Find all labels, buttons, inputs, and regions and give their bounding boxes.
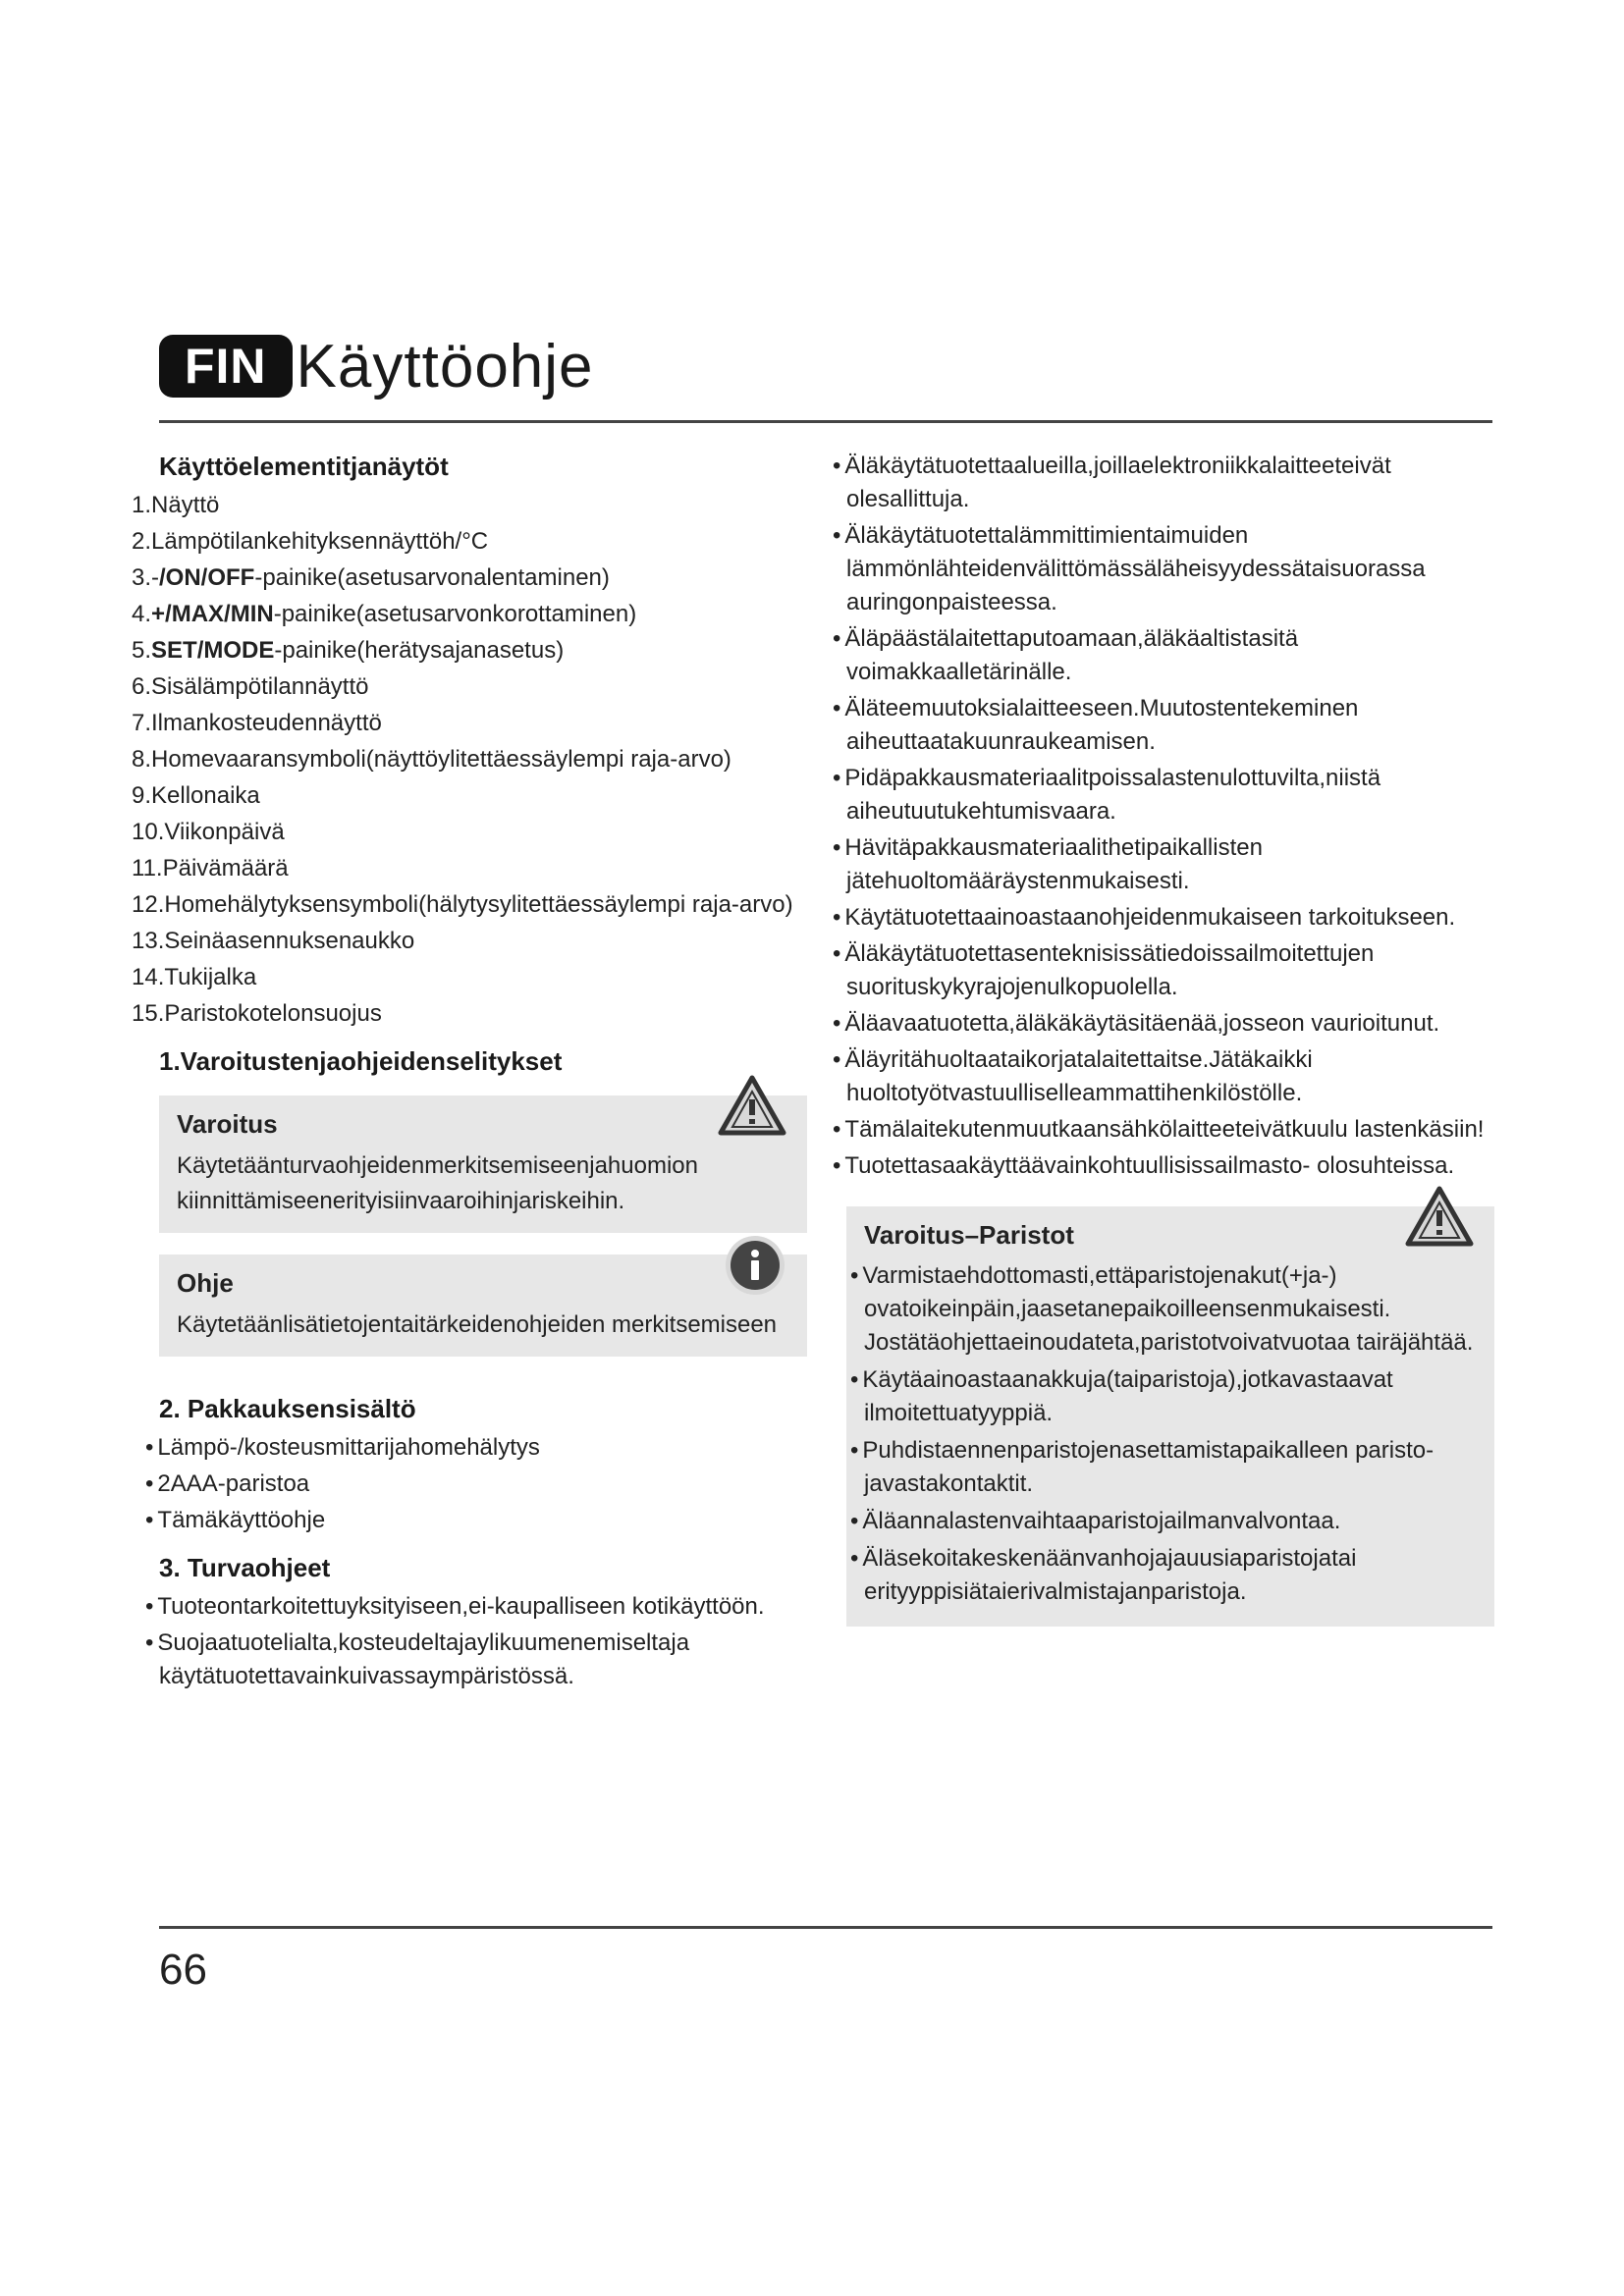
list-item: 15.Paristokotelonsuojus [132,1000,382,1027]
page-header [159,332,594,400]
hint-text: Käytetäänlisätietojentaitärkeidenohjeiden merkitsemiseen [177,1311,778,1338]
battery-warning-list [864,1259,1477,1609]
warning-triangle-icon [717,1074,787,1147]
language-badge: FIN [159,335,293,398]
list-item: • Varmistaehdottomasti,ettäparistojenakut(+ja-) ovatoikeinpäin,jaasetanepaikoilleensenmukaisesti. Jostätäohjettaeinoudateta,paristotvoivatvuotaa tairäjähtää. [864,1259,1477,1360]
package-list [159,1431,807,1537]
list-item: • Äläavaatuotetta,äläkäkäytäsitäenää,josseon vaurioitunut. [846,1007,1494,1041]
list-item: 14.Tukijalka [132,964,257,990]
list-item: • Lämpö-/kosteusmittarijahomehälytys [159,1431,807,1465]
warning-triangle-icon [1404,1185,1475,1257]
list-item: • Käytätuotettaainoastaanohjeidenmukaiseen tarkoitukseen. [846,901,1494,934]
warning-title: Varoitus [177,1109,278,1139]
list-item: • Äläkäytätuotettaalueilla,joillaelektroniikkalaitteeteivät olesallittuja. [846,450,1494,516]
list-item: • 2AAA-paristoa [159,1468,807,1501]
list-item: 11.Päivämäärä [132,855,289,881]
list-item: • Tämälaitekutenmuutkaansähkölaitteeteivätkuulu lastenkäsiin! [846,1113,1494,1147]
list-item: 3.-/ON/OFF-painike(asetusarvonalentaminen) [132,564,610,591]
list-item: • Äläteemuutoksialaitteeseen.Muutostentekeminen aiheuttaatakuunraukeamisen. [846,692,1494,759]
controls-list [132,489,807,1031]
top-divider [159,420,1492,423]
page-title: Käyttöohje [296,332,594,400]
safety-list-left [159,1590,807,1693]
bottom-divider [159,1926,1492,1929]
list-item: 4.+/MAX/MIN-painike(asetusarvonkorottaminen) [132,601,637,627]
battery-warning-title: Varoitus–Paristot [864,1220,1074,1250]
warning-box [159,1095,807,1233]
right-column [846,450,1494,1627]
page-number: 66 [159,1946,207,1994]
list-item: • Tuotettasaakäyttäävainkohtuullisissailmasto- olosuhteissa. [846,1149,1494,1183]
list-item: 1.Näyttö [132,492,220,518]
list-item: • Äläyritähuoltaataikorjatalaitettaitse.Jätäkaikki huoltotyötvastuulliselleammattihenkilöstölle. [846,1043,1494,1110]
left-column [132,450,807,1696]
list-item: • Äläpäästälaitettaputoamaan,äläkäaltistasitä voimakkaalletärinälle. [846,622,1494,689]
list-item: • Hävitäpakkausmateriaalithetipaikallisten jätehuoltomääräystenmukaisesti. [846,831,1494,898]
list-item: • Äläkäytätuotettalämmittimientaimuiden lämmönlähteidenvälittömässäläheisyydessätaisuorassa auringonpaisteessa. [846,519,1494,619]
list-item: • Käytäainoastaanakkuja(taiparistoja),jotkavastaavat ilmoitettuatyyppiä. [864,1363,1477,1430]
list-item: 2.Lämpötilankehityksennäyttöh/°C [132,528,489,555]
section1-heading: 1.Varoitustenjaohjeidenselitykset [159,1046,563,1076]
safety-list-right [846,450,1494,1183]
list-item: 7.Ilmankosteudennäyttö [132,710,382,736]
controls-heading: Käyttöelementitjanäytöt [159,452,449,481]
warning-text: Käytetäänturvaohjeidenmerkitsemiseenjahuomion kiinnittämiseenerityisiinvaaroihinjariskeihin. [177,1152,698,1214]
section2-heading: 2. Pakkauksensisältö [159,1394,416,1423]
list-item: • Tuoteontarkoitettuyksityiseen,ei-kaupalliseen kotikäyttöön. [159,1590,807,1624]
list-item: 6.Sisälämpötilannäyttö [132,673,369,700]
info-icon [723,1233,787,1308]
list-item: • Suojaatuotelialta,kosteudeltajaylikuumenemiseltaja käytätuotettavainkuivassaympäristössä. [159,1627,807,1693]
section3-heading: 3. Turvaohjeet [159,1553,331,1582]
list-item: 5.SET/MODE-painike(herätysajanasetus) [132,637,565,664]
list-item: • Äläannalastenvaihtaaparistojailmanvalvontaa. [864,1505,1477,1538]
list-item: 12.Homehälytyksensymboli(hälytysylitettäessäylempi raja-arvo) [132,891,793,918]
list-item: • Äläkäytätuotettasenteknisissätiedoissailmoitettujen suorituskykyrajojenulkopuolella. [846,937,1494,1004]
list-item: • Pidäpakkausmateriaalitpoissalastenulottuvilta,niistä aiheutuutukehtumisvaara. [846,762,1494,828]
list-item: • Äläsekoitakeskenäänvanhojajauusiaparistojatai erityyppisiätaierivalmistajanparistoja. [864,1542,1477,1609]
list-item: 10.Viikonpäivä [132,819,285,845]
list-item: • Tämäkäyttöohje [159,1504,807,1537]
hint-box [159,1255,807,1357]
hint-title: Ohje [177,1268,234,1298]
list-item: 9.Kellonaika [132,782,260,809]
battery-warning-box [846,1206,1494,1627]
list-item: 13.Seinäasennuksenaukko [132,928,415,954]
list-item: • Puhdistaennenparistojenasettamistapaikalleen paristo-javastakontaktit. [864,1434,1477,1501]
list-item: 8.Homevaaransymboli(näyttöylitettäessäylempi raja-arvo) [132,746,731,773]
